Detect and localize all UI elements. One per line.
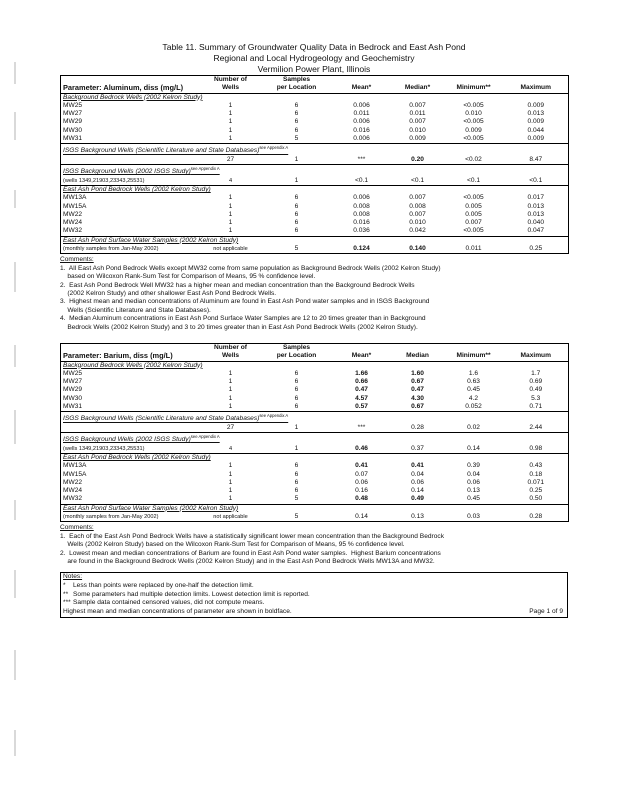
samples-count: 6 (294, 110, 299, 118)
samples-count: 1 (294, 444, 299, 452)
maximum-value: 0.28 (529, 512, 543, 520)
wells-header-line: Wells (221, 352, 240, 360)
appendix-reference: see Appendix A (190, 434, 220, 440)
group-header-row (61, 412, 569, 424)
median-value: 0.007 (409, 210, 426, 218)
minimum-value: 0.03 (467, 512, 480, 520)
median-value: 0.140 (409, 245, 426, 253)
mean-value: 0.07 (355, 470, 368, 478)
median-value: 0.007 (409, 118, 426, 126)
wells-count: 1 (228, 118, 233, 126)
mean-value: 0.124 (353, 245, 370, 253)
well-name: MW25 (63, 369, 83, 377)
well-name: MW15A (63, 202, 87, 210)
mean-value: 0.036 (353, 227, 370, 235)
group-label (61, 412, 569, 424)
title-line-2: Regional and Local Hydrogeology and Geochemistry (213, 53, 415, 63)
minimum-value: 0.14 (467, 444, 480, 452)
samples-header-line: Samples (282, 343, 311, 351)
group-label-text: ISGS Background Wells (2002 ISGS Study) (63, 168, 191, 176)
well-name: MW25 (63, 101, 83, 109)
group-label-text: East Ash Pond Surface Water Samples (2002 Kelron Study) (63, 236, 239, 244)
median-value: 0.14 (411, 487, 424, 495)
well-name (61, 424, 200, 433)
wells-header-line: Wells (221, 84, 240, 92)
group-label-text: Background Bedrock Wells (2002 Kelron Study) (63, 93, 203, 101)
table-row (61, 245, 569, 254)
median-value: <0.1 (410, 176, 425, 184)
note-item: * Less than points were replaced by one-half the detection limit. (63, 581, 254, 589)
samples-header-line: per Location (276, 352, 317, 360)
median-column-header: Median* (392, 76, 444, 94)
maximum-value: 0.009 (527, 118, 544, 126)
well-name: MW30 (63, 394, 83, 402)
table-row (61, 424, 569, 433)
samples-count: 6 (294, 118, 299, 126)
wells-count: 1 (228, 386, 233, 394)
group-label-text: East Ash Pond Bedrock Wells (2002 Kelron Study) (63, 185, 211, 193)
minimum-value: 4.2 (468, 394, 479, 402)
table-row (61, 471, 569, 479)
median-value: 0.007 (409, 194, 426, 202)
table-row (61, 395, 569, 403)
minimum-column-header: Minimum** (444, 76, 504, 94)
table-row (61, 211, 569, 219)
samples-count: 6 (294, 470, 299, 478)
maximum-value: 0.047 (527, 227, 544, 235)
samples-count: 5 (294, 245, 299, 253)
median-value: 0.007 (409, 101, 426, 109)
samples-header-line: per Location (276, 84, 317, 92)
minimum-value: 0.011 (465, 245, 482, 253)
wells-count: 1 (228, 403, 233, 411)
title-line-3: Vermilion Power Plant, Illinois (257, 64, 371, 74)
median-value: 0.67 (411, 403, 424, 411)
table-row (61, 110, 569, 118)
minimum-value: 0.052 (465, 403, 482, 411)
minimum-value: 0.45 (467, 386, 480, 394)
mean-value: 0.57 (355, 403, 368, 411)
notes-heading: Notes: (63, 573, 83, 581)
mean-value: 0.41 (355, 462, 368, 470)
maximum-value: 0.49 (529, 386, 543, 394)
samples-count: 6 (294, 403, 299, 411)
group-label (61, 453, 569, 462)
group-header-row (61, 144, 569, 156)
maximum-column-header: Maximum (504, 76, 569, 94)
median-column-header: Median (392, 343, 444, 361)
mean-value: 0.66 (355, 378, 368, 386)
mean-value: 0.47 (355, 386, 368, 394)
maximum-value: 2.44 (529, 423, 543, 431)
comment-line: 2. East Ash Pond Bedrock Well MW32 has a higher mean and median concentration than the Background Bedrock Wells (60, 281, 415, 289)
minimum-value: <0.005 (463, 227, 484, 235)
table-row (61, 227, 569, 236)
maximum-value: 0.009 (527, 135, 544, 143)
mean-value: 0.006 (353, 135, 370, 143)
parameter-header: Parameter: Barium, diss (mg/L) (61, 343, 200, 361)
appendix-reference: see Appendix A (259, 413, 289, 419)
table-row (61, 135, 569, 144)
comments-heading: Comments: (60, 524, 94, 532)
maximum-value: 0.013 (527, 110, 544, 118)
maximum-value: 0.25 (529, 245, 543, 253)
samples-count: 6 (294, 394, 299, 402)
wells-count: 1 (228, 394, 233, 402)
wells-count: 4 (228, 177, 233, 184)
group-label-text: ISGS Background Wells (Scientific Literature and State Databases) (63, 147, 260, 155)
group-header-row (61, 236, 569, 245)
mean-value: 0.008 (353, 202, 370, 210)
table-row (61, 370, 569, 378)
wells-count: 1 (228, 219, 233, 227)
minimum-value: <0.005 (463, 135, 484, 143)
comment-line: Wells (Scientific Literature and State Databases). (60, 306, 211, 314)
wells-column-header (200, 343, 262, 361)
maximum-value: 0.25 (529, 487, 543, 495)
median-value: 0.010 (409, 219, 426, 227)
table-row (61, 495, 569, 504)
minimum-value: 0.63 (467, 378, 480, 386)
maximum-value: 1.7 (531, 369, 541, 377)
group-label (61, 144, 569, 156)
comment-line: 3. Highest mean and median concentrations of Aluminum are found in East Ash Pond water samples and in ISGS Background (60, 298, 430, 306)
maximum-value: 0.009 (527, 101, 544, 109)
group-label-text: ISGS Background Wells (2002 ISGS Study) (63, 436, 191, 444)
boldface-note: Highest mean and median concentrations of parameter are shown in boldface. (63, 607, 292, 615)
mean-value: <0.1 (354, 176, 369, 184)
mean-value: 0.06 (355, 478, 368, 486)
header-row (61, 343, 569, 361)
well-name: MW32 (63, 227, 83, 235)
wells-count: not applicable (213, 246, 248, 253)
well-name: MW24 (63, 487, 83, 495)
table-row (61, 177, 569, 186)
comment-line: Wells (2002 Kelron Study) based on the Wilcoxon Rank-Sum Test for Comparison of Means, 95 % confidence level. (60, 541, 405, 549)
wells-count: 1 (228, 495, 233, 503)
samples-header-line: Samples (282, 76, 311, 83)
median-value: 0.28 (411, 423, 424, 431)
wells-header-line: Number of (214, 343, 247, 351)
median-value: 4.30 (411, 394, 424, 402)
mean-column-header: Mean* (332, 343, 392, 361)
table-row (61, 513, 569, 522)
maximum-value: 0.013 (527, 202, 544, 210)
median-value: 0.13 (411, 512, 424, 520)
mean-value: 0.008 (353, 210, 370, 218)
minimum-value: <0.02 (465, 155, 482, 163)
wells-count: 1 (228, 369, 233, 377)
median-value: 0.042 (409, 227, 426, 235)
samples-count: 6 (294, 202, 299, 210)
group-label-text: East Ash Pond Surface Water Samples (2002 Kelron Study) (63, 504, 239, 512)
maximum-value: <0.1 (529, 176, 543, 184)
mean-value: 4.57 (355, 394, 368, 402)
samples-count: 6 (294, 210, 299, 218)
samples-count: 1 (294, 176, 299, 184)
mean-column-header: Mean* (332, 76, 392, 94)
median-value: 0.009 (409, 135, 426, 143)
maximum-value: 0.013 (527, 210, 544, 218)
samples-count: 5 (294, 495, 299, 503)
samples-count: 6 (294, 101, 299, 109)
well-name: MW27 (63, 110, 83, 118)
median-value: 0.008 (409, 202, 426, 210)
table-row (61, 445, 569, 454)
samples-count: 6 (294, 369, 299, 377)
comment-line: 4. Median Aluminum concentrations in East Ash Pond Surface Water Samples are 12 to 20 times greater than in Background (60, 315, 426, 323)
table2-comments (60, 524, 568, 566)
maximum-value: 0.98 (529, 444, 543, 452)
comment-line: based on Wilcoxon Rank-Sum Test for Comparison of Means, 95 % confidence level. (60, 273, 316, 281)
group-label (61, 504, 569, 513)
maximum-value: 0.071 (527, 478, 544, 486)
maximum-value: 0.044 (527, 126, 544, 134)
minimum-value: 0.009 (465, 126, 482, 134)
median-value: 0.010 (409, 126, 426, 134)
wells-column-header (200, 76, 262, 94)
well-name: (monthly samples from Jan-May 2002) (63, 513, 159, 520)
group-label (61, 93, 569, 102)
table-row (61, 203, 569, 211)
minimum-column-header: Minimum** (444, 343, 504, 361)
group-label-text: East Ash Pond Bedrock Wells (2002 Kelron Study) (63, 453, 211, 461)
minimum-value: <0.1 (466, 176, 481, 184)
group-label (61, 165, 569, 177)
well-name: (wells 1349,21903,23343,25531) (63, 445, 145, 452)
median-value: 0.20 (411, 155, 424, 163)
wells-count: 1 (228, 126, 233, 134)
note-item: ** Some parameters had multiple detection limits. Lowest detection limit is reported. (63, 590, 310, 598)
minimum-value: 0.39 (467, 462, 480, 470)
samples-count: 6 (294, 478, 299, 486)
maximum-column-header: Maximum (504, 343, 569, 361)
mean-value: 0.016 (353, 219, 370, 227)
table-row (61, 102, 569, 110)
minimum-value: 1.6 (468, 369, 479, 377)
well-name: MW22 (63, 478, 83, 486)
samples-count: 5 (294, 512, 299, 520)
table-row (61, 118, 569, 126)
table-row (61, 194, 569, 202)
median-value: 0.37 (411, 444, 424, 452)
table-row (61, 156, 569, 165)
page-number: Page 1 of 9 (529, 607, 563, 615)
group-label (61, 433, 569, 445)
median-value: 0.49 (411, 495, 424, 503)
well-name: MW27 (63, 378, 83, 386)
samples-count: 6 (294, 462, 299, 470)
samples-count: 6 (294, 194, 299, 202)
well-name: MW31 (63, 135, 83, 143)
minimum-value: 0.04 (467, 470, 480, 478)
mean-value: 0.016 (353, 126, 370, 134)
wells-count: 4 (228, 445, 233, 452)
mean-value: 0.48 (355, 495, 368, 503)
minimum-value: 0.06 (467, 478, 480, 486)
samples-count: 5 (294, 135, 299, 143)
maximum-value: 0.017 (527, 194, 544, 202)
well-name: (wells 1349,21903,23343,25531) (63, 177, 145, 184)
group-label-text: Background Bedrock Wells (2002 Kelron Study) (63, 361, 203, 369)
samples-count: 1 (294, 155, 299, 163)
wells-count: 1 (228, 110, 233, 118)
wells-count: 1 (228, 487, 233, 495)
wells-count: 1 (228, 227, 233, 235)
median-value: 0.011 (409, 110, 426, 118)
maximum-value: 0.43 (529, 462, 543, 470)
table-title (60, 42, 568, 75)
wells-header-line: Number of (214, 76, 247, 83)
median-value: 0.06 (411, 478, 424, 486)
mean-value: *** (357, 155, 366, 163)
minimum-value: 0.45 (467, 495, 480, 503)
well-name: (monthly samples from Jan-May 2002) (63, 246, 159, 253)
group-header-row (61, 504, 569, 513)
group-header-row (61, 361, 569, 370)
group-header-row (61, 165, 569, 177)
well-name: MW22 (63, 210, 83, 218)
comments-heading: Comments: (60, 256, 94, 264)
median-value: 1.60 (411, 369, 424, 377)
group-header-row (61, 433, 569, 445)
maximum-value: 0.71 (529, 403, 543, 411)
well-name (61, 156, 200, 165)
wells-count: 27 (226, 423, 235, 431)
samples-count: 6 (294, 219, 299, 227)
group-label-text: ISGS Background Wells (Scientific Literature and State Databases) (63, 415, 260, 423)
samples-count: 6 (294, 227, 299, 235)
title-line-1: Table 11. Summary of Groundwater Quality Data in Bedrock and East Ash Pond (162, 42, 466, 52)
mean-value: 0.14 (355, 512, 368, 520)
wells-count: not applicable (213, 513, 248, 520)
samples-column-header (262, 343, 332, 361)
comment-line: (2002 Kelron Study) and other shallower East Ash Pond Bedrock Wells. (60, 289, 277, 297)
table1-table (60, 75, 569, 254)
comment-line: 1. All East Ash Pond Bedrock Wells except MW32 come from same population as Background Bedrock Wells (2002 Kelron Study) (60, 264, 441, 272)
median-value: 0.47 (411, 386, 424, 394)
minimum-value: <0.005 (463, 101, 484, 109)
samples-count: 6 (294, 126, 299, 134)
wells-count: 1 (228, 462, 233, 470)
table-row (61, 219, 569, 227)
mean-value: *** (357, 423, 366, 431)
table1-comments (60, 256, 568, 332)
well-name: MW29 (63, 386, 83, 394)
minimum-value: 0.010 (465, 110, 482, 118)
appendix-reference: see Appendix A (190, 166, 220, 172)
minimum-value: 0.13 (467, 487, 480, 495)
maximum-value: 8.47 (529, 155, 543, 163)
group-header-row (61, 185, 569, 194)
table-row (61, 462, 569, 470)
well-name: MW13A (63, 194, 87, 202)
table-row (61, 386, 569, 394)
minimum-value: <0.005 (463, 118, 484, 126)
well-name: MW32 (63, 495, 83, 503)
table2-table (60, 343, 569, 522)
wells-count: 1 (228, 135, 233, 143)
comment-line: 2. Lowest mean and median concentrations of Barium are found in East Ash Pond water samples. Highest Barium concentrations (60, 549, 441, 557)
comment-line: are found in the Background Bedrock Wells (2002 Kelron Study) and in the East Ash Pond Bedrock Wells MW13A and MW32. (60, 557, 435, 565)
mean-value: 0.46 (355, 444, 368, 452)
mean-value: 0.006 (353, 118, 370, 126)
aluminum-section (60, 75, 568, 332)
parameter-header: Parameter: Aluminum, diss (mg/L) (61, 76, 200, 94)
minimum-value: 0.005 (465, 210, 482, 218)
table-row (61, 487, 569, 495)
wells-count: 1 (228, 202, 233, 210)
well-name: MW29 (63, 118, 83, 126)
note-item: *** Sample data contained censored values, did not compute means. (63, 599, 265, 607)
table-row (61, 127, 569, 135)
minimum-value: 0.005 (465, 202, 482, 210)
maximum-value: 0.18 (529, 470, 543, 478)
well-name: MW30 (63, 126, 83, 134)
wells-count: 27 (226, 155, 235, 163)
minimum-value: 0.007 (465, 219, 482, 227)
samples-count: 6 (294, 386, 299, 394)
well-name: MW13A (63, 462, 87, 470)
wells-count: 1 (228, 470, 233, 478)
document-page (60, 42, 568, 618)
well-name: MW15A (63, 470, 87, 478)
table-row (61, 479, 569, 487)
well-name: MW31 (63, 403, 83, 411)
minimum-value: <0.005 (463, 194, 484, 202)
well-name: MW24 (63, 219, 83, 227)
table-row (61, 378, 569, 386)
group-header-row (61, 93, 569, 102)
mean-value: 1.66 (355, 369, 368, 377)
mean-value: 0.006 (353, 194, 370, 202)
samples-column-header (262, 76, 332, 94)
maximum-value: 0.69 (529, 378, 543, 386)
header-row (61, 76, 569, 94)
mean-value: 0.16 (355, 487, 368, 495)
mean-value: 0.011 (353, 110, 370, 118)
median-value: 0.41 (411, 462, 424, 470)
maximum-value: 0.040 (527, 219, 544, 227)
mean-value: 0.006 (353, 101, 370, 109)
group-header-row (61, 453, 569, 462)
group-label (61, 185, 569, 194)
comment-line: Bedrock Wells (2002 Kelron Study) and 3 to 20 times greater than in East Ash Pond Bedrock Wells (2002 Kelron Study). (60, 323, 418, 331)
group-label (61, 236, 569, 245)
median-value: 0.04 (411, 470, 424, 478)
appendix-reference: see Appendix A (259, 145, 289, 151)
samples-count: 1 (294, 423, 299, 431)
median-value: 0.67 (411, 378, 424, 386)
wells-count: 1 (228, 194, 233, 202)
wells-count: 1 (228, 478, 233, 486)
comment-line: 1. Each of the East Ash Pond Bedrock Wells have a statistically significant lower mean concentration than the Background Bedrock (60, 532, 444, 540)
wells-count: 1 (228, 210, 233, 218)
binder-margin-marks (14, 0, 18, 800)
maximum-value: 0.50 (529, 495, 543, 503)
notes-box (60, 572, 568, 618)
wells-count: 1 (228, 378, 233, 386)
table-row (61, 403, 569, 412)
samples-count: 6 (294, 487, 299, 495)
group-label (61, 361, 569, 370)
samples-count: 6 (294, 378, 299, 386)
barium-section (60, 343, 568, 566)
wells-count: 1 (228, 101, 233, 109)
maximum-value: 5.3 (531, 394, 541, 402)
minimum-value: 0.02 (467, 423, 480, 431)
